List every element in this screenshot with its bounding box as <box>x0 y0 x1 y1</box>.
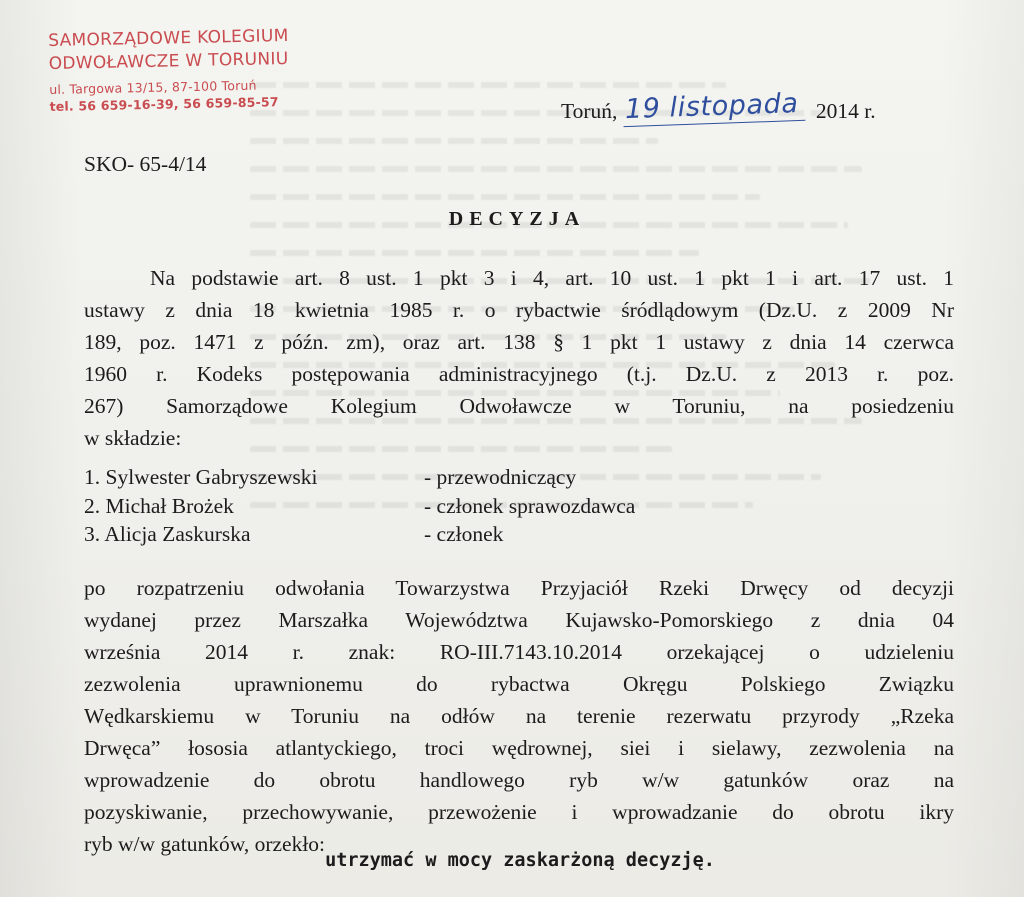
paragraph-line: września 2014 r. znak: RO-III.7143.10.2014 orzekającej o udzieleniu <box>84 640 954 664</box>
place-and-date <box>561 88 876 127</box>
paragraph-line: Drwęca” łososia atlantyckiego, troci wędrownej, siei i sielawy, zezwolenia na <box>84 736 954 760</box>
case-number: SKO- 65-4/14 <box>84 152 207 176</box>
paragraph-line: zezwolenia uprawnionemu do rybactwa Okręgu Polskiego Związku <box>84 672 954 696</box>
date-place: Toruń, <box>561 99 618 123</box>
appeal-paragraph <box>84 572 954 860</box>
office-stamp <box>48 25 310 115</box>
paragraph-line: 1960 r. Kodeks postępowania administracyjnego (t.j. Dz.U. z 2013 r. poz. <box>84 362 954 386</box>
member-name: 2. Michał Brożek <box>84 493 234 518</box>
member-role: - członek sprawozdawca <box>424 493 636 518</box>
paragraph-line: ustawy z dnia 18 kwietnia 1985 r. o rybactwie śródlądowym (Dz.U. z 2009 Nr <box>84 298 954 322</box>
paragraph-line: ryb w/w gatunków, orzekło: <box>84 832 326 856</box>
stamp-phone: tel. 56 659-16-39, 56 659-85-57 <box>49 94 279 114</box>
date-year: 2014 r. <box>815 99 876 123</box>
document-title: DECYZJA <box>448 208 586 230</box>
paragraph-line: wydanej przez Marszałka Województwa Kujawsko-Pomorskiego z dnia 04 <box>84 608 954 632</box>
member-role: - przewodniczący <box>424 465 577 489</box>
member-name: 1. Sylwester Gabryszewski <box>84 465 318 489</box>
paragraph-line: wprowadzenie do obrotu handlowego ryb w/w gatunków oraz na <box>84 768 954 792</box>
member-name: 3. Alicja Zaskurska <box>84 522 251 546</box>
paragraph-line: Na podstawie art. 8 ust. 1 pkt 3 i 4, art. 10 ust. 1 pkt 1 i art. 17 ust. 1 <box>150 266 954 290</box>
paragraph-line: 267) Samorządowe Kolegium Odwoławcze w Toruniu, na posiedzeniu <box>84 394 954 418</box>
ruling-statement: utrzymać w mocy zaskarżoną decyzję. <box>325 850 715 871</box>
paragraph-line: Wędkarskiemu w Toruniu na odłów na terenie rezerwatu przyrody „Rzeka <box>84 704 954 728</box>
handwritten-date: 19 listopada <box>622 88 805 127</box>
stamp-address: ul. Targowa 13/15, 87-100 Toruń <box>49 77 257 97</box>
legal-basis-paragraph <box>84 262 954 454</box>
stamp-line-1: SAMORZĄDOWE KOLEGIUM <box>48 25 289 51</box>
paragraph-line: pozyskiwanie, przechowywanie, przewożenie i wprowadzanie do obrotu ikry <box>84 800 954 824</box>
paragraph-line: 189, poz. 1471 z późn. zm), oraz art. 138 § 1 pkt 1 ustawy z dnia 14 czerwca <box>84 330 954 354</box>
paragraph-line: w składzie: <box>84 426 182 450</box>
member-role: - członek <box>424 522 504 546</box>
stamp-line-2: ODWOŁAWCZE W TORUNIU <box>48 48 289 74</box>
paragraph-line: po rozpatrzeniu odwołania Towarzystwa Przyjaciół Rzeki Drwęcy od decyzji <box>84 576 954 600</box>
